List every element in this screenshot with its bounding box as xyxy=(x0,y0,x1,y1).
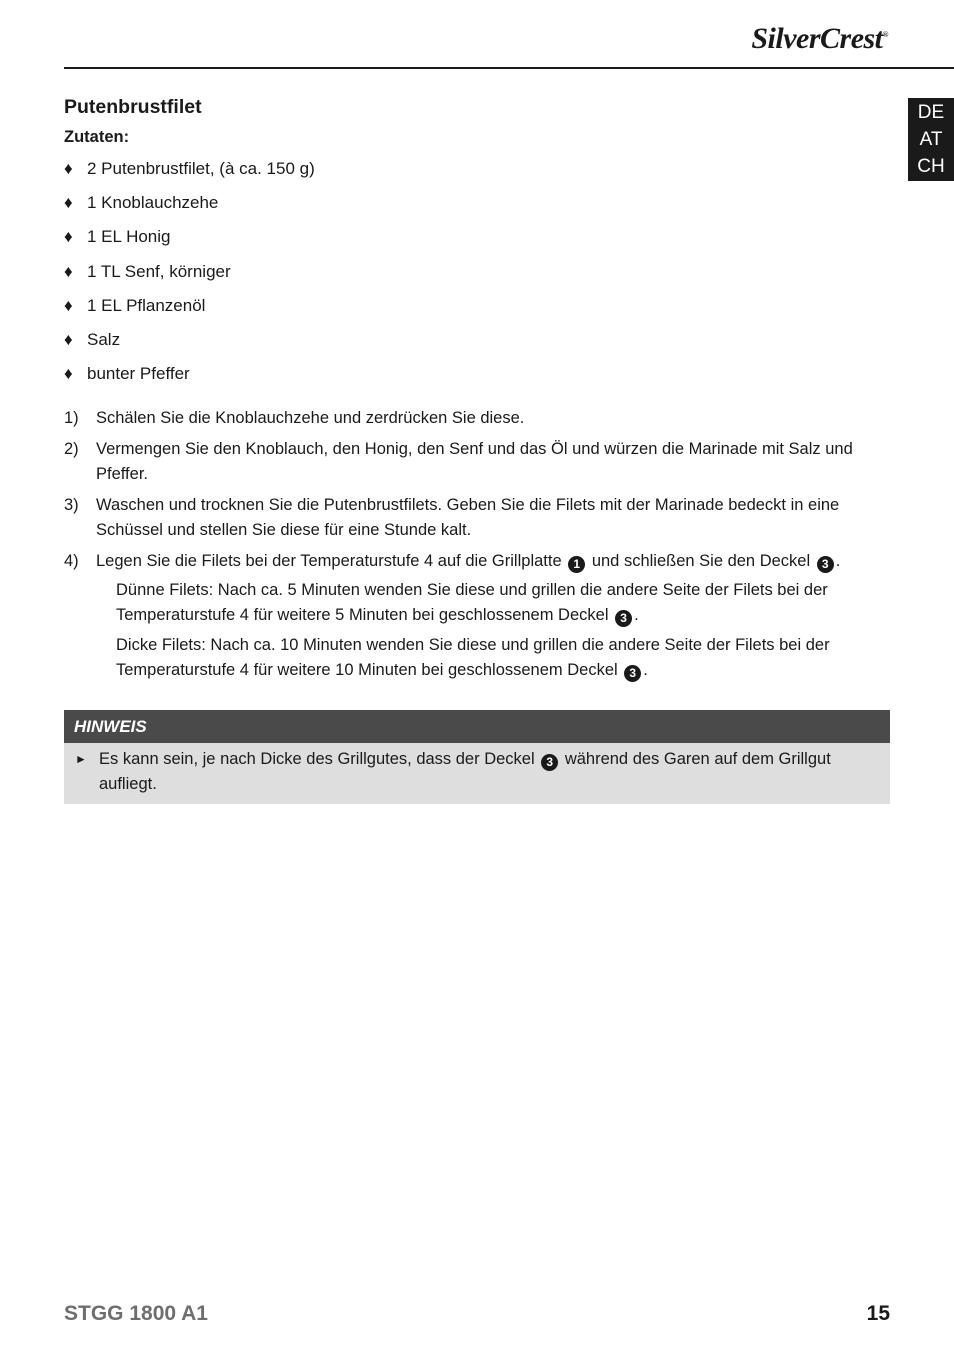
ingredient-text: 2 Putenbrustfilet, (à ca. 150 g) xyxy=(87,159,315,178)
language-code: DE xyxy=(917,102,945,123)
ingredient-text: 1 EL Honig xyxy=(87,227,171,247)
note-box xyxy=(64,710,890,804)
note-text xyxy=(99,747,878,800)
bullet-icon: ♦ xyxy=(64,227,73,247)
step-number: 2) xyxy=(64,440,79,459)
steps-list xyxy=(64,406,890,574)
part-reference-badge: 3 xyxy=(817,556,834,573)
brand-logo xyxy=(751,22,888,56)
ingredient-text: 1 TL Senf, körniger xyxy=(87,261,231,281)
list-item xyxy=(64,157,890,191)
recipe-title: Putenbrustfilet xyxy=(64,96,202,118)
note-heading: HINWEIS xyxy=(64,710,890,743)
bullet-icon: ♦ xyxy=(64,295,73,315)
step-text: Waschen und trocknen Sie die Putenbrustfilets. Geben Sie die Filets mit der Marinade bedeckt in eine Schüssel und stellen Sie diese für eine Stunde kalt. xyxy=(96,496,840,540)
registered-mark: ® xyxy=(882,30,888,39)
bullet-icon: ♦ xyxy=(64,329,73,349)
language-code: AT xyxy=(919,129,943,150)
bullet-icon: ♦ xyxy=(64,364,73,384)
ingredient-text: Salz xyxy=(87,329,121,349)
step-number: 1) xyxy=(64,409,79,428)
list-item xyxy=(64,225,890,259)
list-item xyxy=(64,328,890,362)
step-item xyxy=(64,406,890,431)
step-item xyxy=(64,437,890,487)
bullet-icon: ♦ xyxy=(64,261,73,281)
list-item xyxy=(64,191,890,225)
ingredient-text: 1 EL Pflanzenöl xyxy=(87,295,206,315)
step-number: 3) xyxy=(64,496,79,515)
list-item xyxy=(64,294,890,328)
ingredients-list xyxy=(64,157,890,396)
step-text-part: und schließen Sie den Deckel xyxy=(591,552,811,571)
ingredient-text: bunter Pfeffer xyxy=(87,364,190,384)
arrow-icon: ► xyxy=(75,752,87,766)
sub-paragraph xyxy=(116,633,890,683)
step-text: Vermengen Sie den Knoblauch, den Honig, den Senf und das Öl und würzen die Marinade mit Salz und Pfeffer. xyxy=(96,440,853,484)
step-text xyxy=(96,549,890,574)
ingredient-text: 1 Knoblauchzehe xyxy=(87,193,219,213)
step-number: 4) xyxy=(64,552,79,571)
page-number: 15 xyxy=(866,1302,890,1325)
sub-paragraph-text: Dünne Filets: Nach ca. 5 Minuten wenden Sie diese und grillen die andere Seite der Filets bei der Temperaturstufe 4 für weitere 5 Minuten bei geschlossenem Deckel xyxy=(116,581,828,625)
bullet-icon: ♦ xyxy=(64,159,73,178)
language-tab xyxy=(908,98,954,181)
recipe-section xyxy=(64,94,890,688)
part-reference-badge: 3 xyxy=(624,665,641,682)
brand-name: SilverCrest xyxy=(751,22,883,55)
sub-paragraph-end: . xyxy=(643,661,648,680)
step-text: Schälen Sie die Knoblauchzehe und zerdrücken Sie diese. xyxy=(96,409,525,428)
list-item xyxy=(64,362,890,396)
sub-paragraph xyxy=(116,578,890,628)
part-reference-badge: 1 xyxy=(568,556,585,573)
part-reference-badge: 3 xyxy=(541,754,558,771)
step-item xyxy=(64,493,890,543)
step-item xyxy=(64,549,890,574)
footer-model: STGG 1800 A1 xyxy=(64,1302,208,1325)
header-rule xyxy=(64,67,954,69)
bullet-icon: ♦ xyxy=(64,193,73,213)
step-text-part: . xyxy=(835,552,841,571)
sub-paragraph-end: . xyxy=(634,606,639,625)
list-item xyxy=(64,260,890,294)
language-code: CH xyxy=(917,156,945,177)
note-text-part: Es kann sein, je nach Dicke des Grillgutes, dass der Deckel xyxy=(99,750,535,768)
part-reference-badge: 3 xyxy=(615,610,632,627)
note-text-part: während des Garen auf dem Grillgut aufliegt. xyxy=(99,750,831,793)
sub-paragraph-text: Dicke Filets: Nach ca. 10 Minuten wenden Sie diese und grillen die andere Seite der Filets bei der Temperaturstufe 4 für weitere 10 Minuten bei geschlossenem Deckel xyxy=(116,636,830,680)
note-body xyxy=(64,743,890,804)
ingredients-heading: Zutaten: xyxy=(64,128,130,146)
step-text-part: Legen Sie die Filets bei der Temperaturstufe 4 auf die Grillplatte xyxy=(96,552,562,571)
